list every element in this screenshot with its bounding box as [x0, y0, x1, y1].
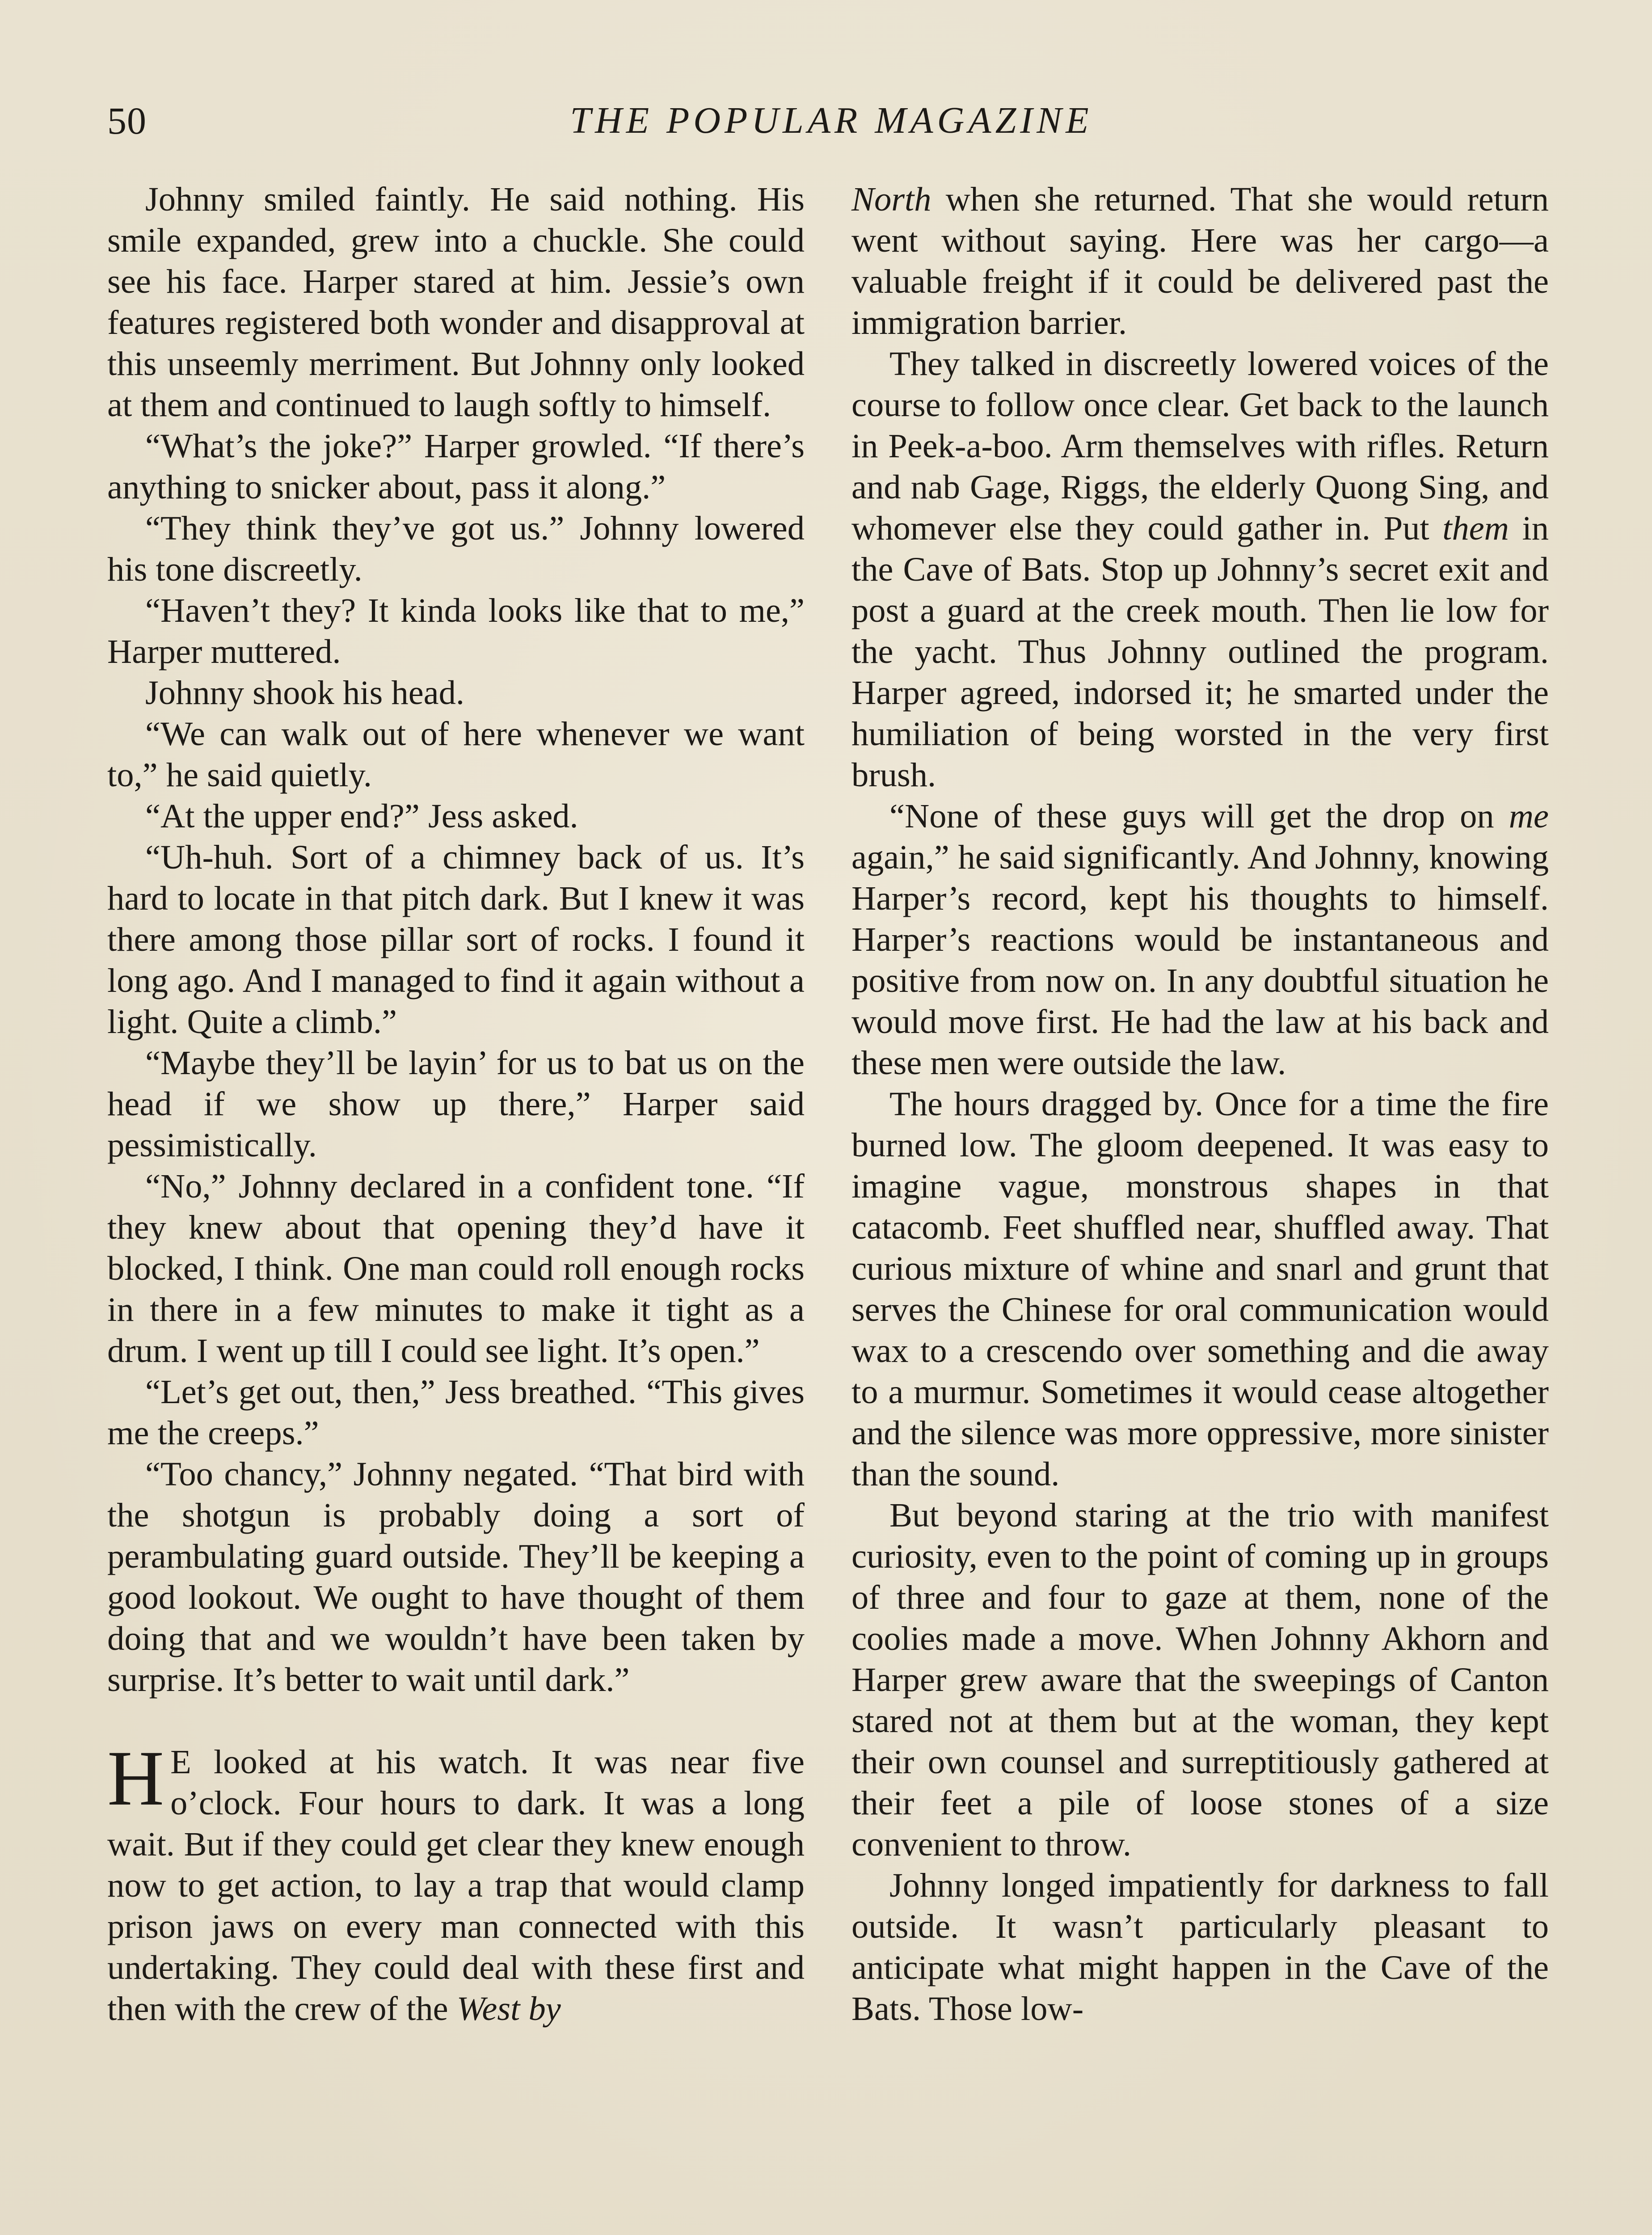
continued-paragraph	[851, 179, 1549, 343]
paragraph: Johnny shook his head.	[145, 674, 464, 712]
page-number: 50	[107, 99, 147, 142]
paragraph-text: again,” he said significantly. And Johnny, knowing Harper’s record, kept his thoughts to himself. Harper’s reactions would be instantaneous and positive from now on. In any doubtful situation he would move first. He had the law at his back and these men were outside the law.	[851, 838, 1549, 1082]
italic-ship-name: North	[851, 180, 931, 218]
paragraph-text: “None of these guys will get the drop on	[889, 797, 1509, 835]
paragraph: The hours dragged by. Once for a time the fire burned low. The gloom deepened. It was easy to imagine vague, monstrous shapes in that catacomb. Feet shuffled near, shuffled away. That curious mixture of whine and snarl and grunt that serves the Chinese for oral communication would wax to a crescendo over something and die away to a murmur. Sometimes it would cease altogether and the silence was more oppressive, more sinister than the sound.	[851, 1085, 1549, 1493]
paragraph-text: in the Cave of Bats. Stop up Johnny’s secret exit and post a guard at the creek mouth. Then lie low for the yacht. Thus Johnny outlined the program. Harper agreed, indorsed it; he smarted under the humiliation of being worsted in the very first brush.	[851, 509, 1549, 794]
paragraph	[851, 343, 1549, 796]
paragraph: Johnny longed impatiently for darkness to fall outside. It wasn’t particularly pleasant to anticipate what might happen in the Cave of the Bats. Those low-	[851, 1866, 1549, 2028]
paragraph	[851, 796, 1549, 1084]
section-opening-paragraph	[107, 1735, 805, 2029]
drop-cap: H	[107, 1735, 164, 1822]
paragraph: “We can walk out of here whenever we want to,” he said quietly.	[107, 715, 805, 794]
running-title: THE POPULAR MAGAZINE	[570, 100, 1093, 141]
paragraph: “At the upper end?” Jess asked.	[145, 797, 578, 835]
left-column	[107, 179, 805, 2029]
paragraph: “Let’s get out, then,” Jess breathed. “This gives me the creeps.”	[107, 1373, 805, 1452]
paragraph: “Too chancy,” Johnny negated. “That bird with the shotgun is probably doing a sort of perambulating guard outside. They’ll be keeping a good lookout. We ought to have thought of them doing that and we wouldn’t have been taken by surprise. It’s better to wait until dark.”	[107, 1455, 805, 1699]
page-header	[107, 96, 1555, 145]
paragraph: “Maybe they’ll be layin’ for us to bat us on the head if we show up there,” Harper said pessimistically.	[107, 1044, 805, 1164]
paragraph: “Uh-huh. Sort of a chimney back of us. It’s hard to locate in that pitch dark. But I knew it was there among those pillar sort of rocks. I found it long ago. And I managed to find it again without a light. Quite a climb.”	[107, 838, 805, 1041]
italic-word: them	[1442, 509, 1509, 547]
right-column	[851, 179, 1549, 2029]
paragraph: “No,” Johnny declared in a confident tone. “If they knew about that opening they’d have it blocked, I think. One man could roll enough rocks in there in a few minutes to make it tight as a drum. I went up till I could see light. It’s open.”	[107, 1167, 805, 1370]
paragraph: Johnny smiled faintly. He said nothing. His smile expanded, grew into a chuckle. She could see his face. Harper stared at him. Jessie’s own features registered both wonder and disapproval at this unseemly merriment. But Johnny only looked at them and continued to laugh softly to himself.	[107, 180, 805, 424]
paragraph-text: They talked in discreetly lowered voices of the course to follow once clear. Get back to the launch in Peek-a-boo. Arm themselves with rifles. Return and nab Gage, Riggs, the elderly Quong Sing, and whomever else they could gather in. Put	[851, 345, 1549, 547]
italic-ship-name: West by	[456, 1990, 561, 2028]
paragraph-text: when she returned. That she would return went without saying. Here was her cargo—a valuable freight if it could be delivered past the immigration barrier.	[851, 180, 1549, 342]
italic-word: me	[1509, 797, 1549, 835]
paragraph: But beyond staring at the trio with manifest curiosity, even to the point of coming up in groups of three and four to gaze at them, none of the coolies made a move. When Johnny Akhorn and Harper grew aware that the sweepings of Canton stared not at them but at the woman, they kept their own counsel and surreptitiously gathered at their feet a pile of loose stones of a size convenient to throw.	[851, 1496, 1549, 1863]
section-text: E looked at his watch. It was near five o’clock. Four hours to dark. It was a long wait. But if they could get clear they knew enough now to get action, to lay a trap that would clamp prison jaws on every man connected with this undertaking. They could deal with these first and then with the crew of the	[107, 1743, 805, 2028]
paragraph: “They think they’ve got us.” Johnny lowered his tone discreetly.	[107, 509, 805, 588]
paragraph: “Haven’t they? It kinda looks like that to me,” Harper muttered.	[107, 591, 805, 670]
paragraph: “What’s the joke?” Harper growled. “If there’s anything to snicker about, pass it along.”	[107, 427, 805, 506]
